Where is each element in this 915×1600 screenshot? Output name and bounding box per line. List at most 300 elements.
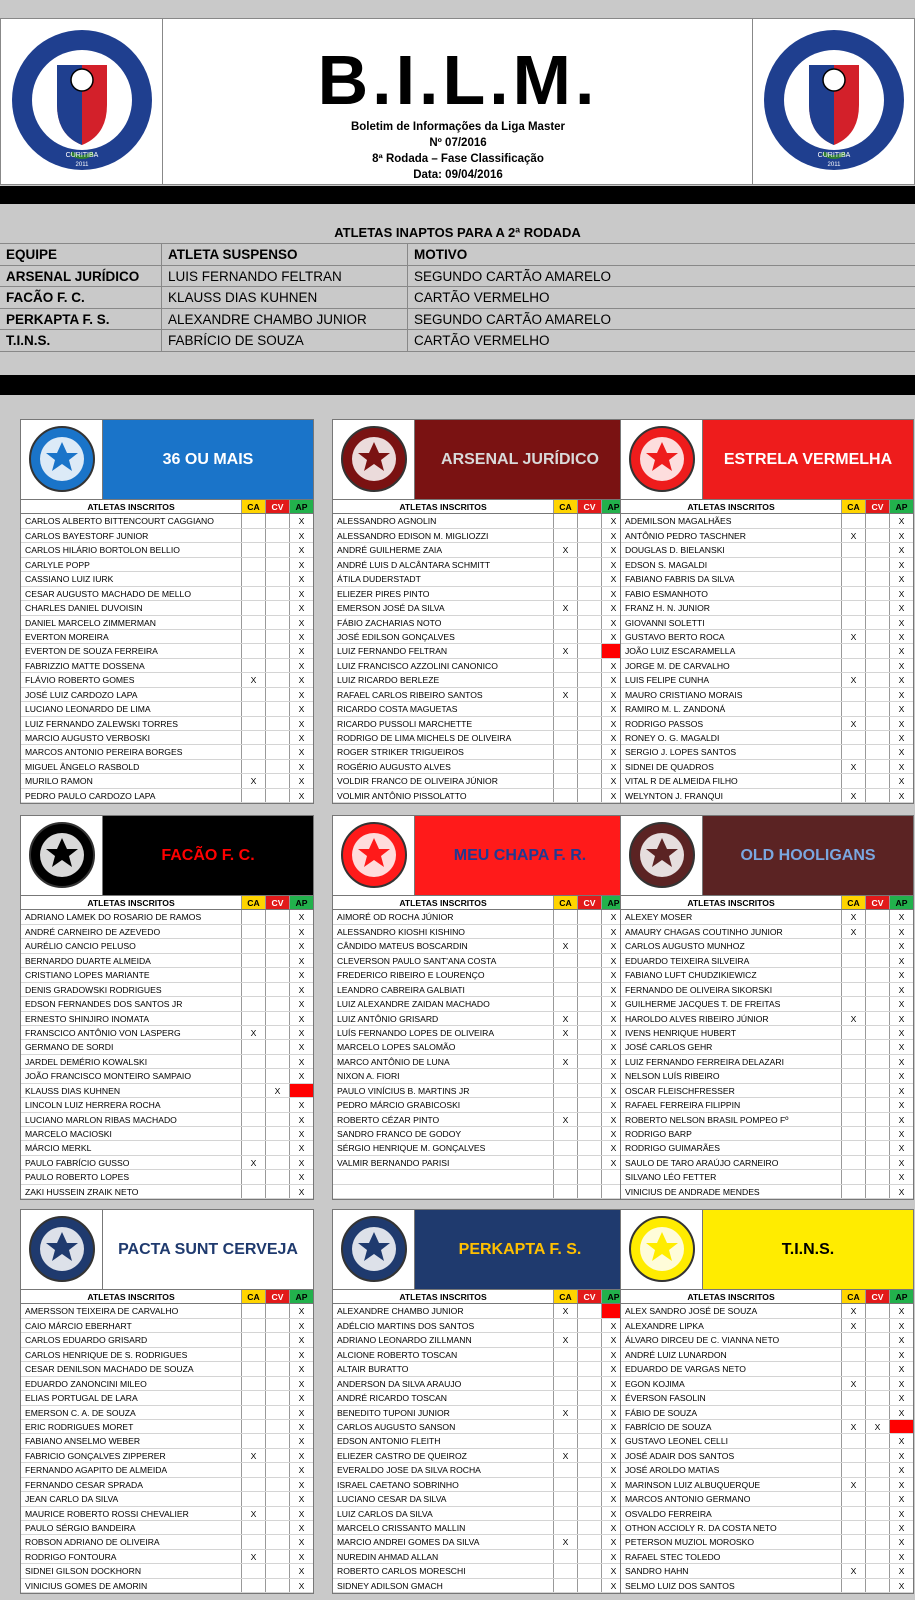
ap-mark: X	[289, 1170, 313, 1183]
black-divider	[0, 186, 915, 204]
cv-mark	[265, 997, 289, 1010]
ca-mark	[841, 1141, 865, 1154]
player-name: CLEVERSON PAULO SANT'ANA COSTA	[337, 955, 497, 966]
team-panel	[332, 815, 626, 1200]
cv-mark	[265, 702, 289, 715]
player-row	[621, 587, 913, 601]
player-row	[621, 1550, 913, 1564]
player-row	[621, 1449, 913, 1463]
cv-mark	[265, 954, 289, 967]
ca-mark	[841, 731, 865, 744]
player-name: CASSIANO LUIZ IURK	[25, 574, 114, 585]
ap-mark: X	[889, 543, 913, 556]
team-panel	[620, 419, 914, 804]
cv-mark	[265, 1406, 289, 1419]
player-row	[21, 1084, 313, 1098]
player-name: SIDNEI DE QUADROS	[625, 761, 714, 772]
inapt-row	[0, 266, 915, 288]
ca-mark: X	[841, 1012, 865, 1025]
ap-mark: X	[889, 1319, 913, 1332]
ap-mark: X	[889, 673, 913, 686]
player-row	[333, 1406, 625, 1420]
cv-mark	[577, 529, 601, 542]
player-row	[333, 1055, 625, 1069]
ap-mark: X	[601, 1026, 625, 1039]
cv-mark	[265, 1449, 289, 1462]
cv-mark	[265, 717, 289, 730]
players-header-row	[333, 500, 625, 514]
player-row	[621, 1127, 913, 1141]
ap-mark: X	[289, 1550, 313, 1563]
cv-mark	[265, 587, 289, 600]
col-players: ATLETAS INSCRITOS	[87, 502, 175, 512]
cv-mark	[865, 1084, 889, 1097]
ap-mark: X	[889, 1507, 913, 1520]
ap-mark: X	[601, 1333, 625, 1346]
ca-mark	[553, 717, 577, 730]
ca-mark	[841, 997, 865, 1010]
player-row	[621, 1535, 913, 1549]
player-name: FABRÍCIO DE SOUZA	[625, 1421, 712, 1432]
ap-mark: X	[889, 731, 913, 744]
cv-mark	[865, 1113, 889, 1126]
player-name: CARLYLE POPP	[25, 559, 90, 570]
player-row	[621, 1507, 913, 1521]
player-row	[621, 774, 913, 788]
player-name: DANIEL MARCELO ZIMMERMAN	[25, 617, 156, 628]
ap-mark: X	[289, 1113, 313, 1126]
players-table	[621, 500, 913, 803]
player-row	[333, 1348, 625, 1362]
ap-mark: X	[289, 1098, 313, 1111]
ap-mark: X	[601, 1420, 625, 1433]
players-header-row	[21, 1290, 313, 1304]
player-row	[333, 572, 625, 586]
col-ca: CA	[241, 500, 265, 513]
ca-mark	[841, 1434, 865, 1447]
cv-mark	[265, 925, 289, 938]
player-row	[333, 1564, 625, 1578]
player-row	[333, 514, 625, 528]
cv-mark	[265, 1507, 289, 1520]
ca-mark	[241, 1055, 265, 1068]
player-row	[21, 1127, 313, 1141]
player-row	[333, 558, 625, 572]
ap-mark: X	[601, 572, 625, 585]
inapt-team: T.I.N.S.	[0, 330, 162, 351]
cv-mark	[865, 1579, 889, 1592]
players-header-row	[333, 1290, 625, 1304]
ap-mark: X	[289, 514, 313, 527]
col-players: ATLETAS INSCRITOS	[87, 898, 175, 908]
player-row	[621, 983, 913, 997]
cv-mark	[265, 572, 289, 585]
player-name: LUIZ ANTÔNIO GRISARD	[337, 1013, 439, 1024]
ca-mark	[841, 688, 865, 701]
player-row	[21, 925, 313, 939]
player-row	[333, 954, 625, 968]
player-name: LUCIANO CESAR DA SILVA	[337, 1494, 447, 1505]
player-name: DOUGLAS D. BIELANSKI	[625, 545, 725, 556]
player-name: LUIZ FERNANDO FERREIRA DELAZARI	[625, 1056, 785, 1067]
ap-mark: X	[289, 939, 313, 952]
ap-mark: X	[601, 1012, 625, 1025]
ca-mark	[841, 1127, 865, 1140]
ap-mark: X	[601, 1348, 625, 1361]
cv-mark	[865, 1492, 889, 1505]
cv-mark	[265, 1170, 289, 1183]
player-row	[21, 1170, 313, 1184]
player-row	[621, 616, 913, 630]
ap-mark: X	[601, 1127, 625, 1140]
player-name: FABIANO FABRIS DA SILVA	[625, 574, 735, 585]
player-name: CRISTIANO LOPES MARIANTE	[25, 970, 150, 981]
player-name: FABIO ESMANHOTO	[625, 588, 708, 599]
player-row	[621, 514, 913, 528]
ap-mark: X	[601, 1391, 625, 1404]
cv-mark	[577, 587, 601, 600]
player-row	[333, 997, 625, 1011]
cv-mark	[265, 1535, 289, 1548]
bulletin-date: Data: 09/04/2016	[413, 169, 503, 181]
cv-mark	[265, 745, 289, 758]
player-row	[621, 601, 913, 615]
cv-mark	[865, 968, 889, 981]
ca-mark: X	[553, 1406, 577, 1419]
player-name: ERNESTO SHINJIRO INOMATA	[25, 1013, 150, 1024]
ap-mark: X	[889, 1535, 913, 1548]
ap-mark: X	[889, 1463, 913, 1476]
ap-mark: X	[889, 688, 913, 701]
ca-mark: X	[841, 673, 865, 686]
player-row	[333, 1463, 625, 1477]
ap-mark: X	[289, 1026, 313, 1039]
ca-mark	[241, 1304, 265, 1317]
ap-mark: X	[889, 702, 913, 715]
player-row	[21, 774, 313, 788]
player-name: PEDRO MÁRCIO GRABICOSKI	[337, 1100, 461, 1111]
ca-mark	[553, 659, 577, 672]
ap-mark	[889, 1420, 913, 1433]
cv-mark	[577, 1579, 601, 1592]
players-table	[621, 896, 913, 1199]
player-row	[621, 1391, 913, 1405]
col-players: ATLETAS INSCRITOS	[399, 1292, 487, 1302]
ca-mark	[241, 1098, 265, 1111]
cv-mark	[265, 1463, 289, 1476]
col-cv: CV	[865, 1290, 889, 1303]
ca-mark	[841, 1579, 865, 1592]
player-name: RAFAEL FERREIRA FILIPPIN	[625, 1100, 741, 1111]
ap-mark: X	[289, 1156, 313, 1169]
ap-mark: X	[601, 1377, 625, 1390]
cv-mark	[265, 1348, 289, 1361]
player-name: RAFAEL STEC TOLEDO	[625, 1551, 721, 1562]
player-row	[333, 1012, 625, 1026]
player-name: LUIZ CARLOS DA SILVA	[337, 1508, 433, 1519]
cv-mark	[577, 1362, 601, 1375]
team-logo	[621, 420, 703, 499]
player-name: ANDRÉ CARNEIRO DE AZEVEDO	[25, 926, 161, 937]
cv-mark	[265, 601, 289, 614]
ap-mark: X	[289, 572, 313, 585]
ca-mark	[241, 601, 265, 614]
ap-mark: X	[889, 910, 913, 923]
cv-mark	[577, 1535, 601, 1548]
player-row	[21, 1026, 313, 1040]
inapt-row	[0, 287, 915, 309]
player-name: MARCELO MACIOSKI	[25, 1129, 112, 1139]
ca-mark	[553, 673, 577, 686]
ca-mark	[841, 1362, 865, 1375]
cv-mark	[577, 601, 601, 614]
team-name: 36 OU MAIS	[103, 420, 313, 499]
ca-mark: X	[241, 1026, 265, 1039]
cv-mark	[265, 1069, 289, 1082]
ap-mark: X	[889, 1391, 913, 1404]
ap-mark: X	[289, 673, 313, 686]
player-row	[621, 745, 913, 759]
team-panel	[20, 815, 314, 1200]
team-header	[333, 816, 625, 896]
player-row	[333, 1521, 625, 1535]
player-row	[21, 630, 313, 644]
player-row	[21, 1564, 313, 1578]
cv-mark	[865, 983, 889, 996]
ca-mark	[553, 983, 577, 996]
ca-mark	[241, 1319, 265, 1332]
player-name: EMERSON JOSÉ DA SILVA	[337, 603, 445, 614]
player-name: RODRIGO GUIMARÃES	[625, 1143, 721, 1154]
cv-mark	[265, 1026, 289, 1039]
cv-mark	[265, 616, 289, 629]
cv-mark	[265, 1098, 289, 1111]
inapt-reason: SEGUNDO CARTÃO AMARELO	[414, 311, 612, 327]
ap-mark: X	[889, 1564, 913, 1577]
title-block	[164, 19, 752, 184]
cv-mark	[265, 543, 289, 556]
player-row	[621, 529, 913, 543]
player-row	[333, 1141, 625, 1155]
player-row	[21, 1463, 313, 1477]
player-row	[333, 1507, 625, 1521]
black-divider	[0, 375, 915, 395]
ca-mark	[841, 1040, 865, 1053]
cv-mark	[577, 1170, 601, 1183]
ap-mark: X	[601, 1579, 625, 1592]
ca-mark	[841, 1507, 865, 1520]
team-header	[21, 420, 313, 500]
cv-mark	[265, 1127, 289, 1140]
player-row	[621, 1304, 913, 1318]
players-header-row	[21, 500, 313, 514]
cv-mark	[265, 688, 289, 701]
cv-mark	[577, 983, 601, 996]
ca-mark	[241, 543, 265, 556]
player-name: PAULO FABRÍCIO GUSSO	[25, 1157, 130, 1168]
player-name: LUIZ FRANCISCO AZZOLINI CANONICO	[337, 660, 498, 671]
ca-mark	[241, 1406, 265, 1419]
ca-mark: X	[841, 1420, 865, 1433]
ap-mark: X	[889, 1098, 913, 1111]
players-header-row	[333, 896, 625, 910]
player-name: MAURICE ROBERTO ROSSI CHEVALIER	[25, 1508, 189, 1519]
cv-mark	[577, 558, 601, 571]
team-panel	[332, 419, 626, 804]
ca-mark	[553, 968, 577, 981]
cv-mark	[577, 1055, 601, 1068]
players-table	[333, 500, 625, 803]
player-row	[21, 601, 313, 615]
player-row	[21, 1420, 313, 1434]
player-row	[333, 1333, 625, 1347]
team-crest-icon	[627, 820, 697, 890]
ap-mark: X	[601, 925, 625, 938]
ap-mark: X	[289, 1055, 313, 1068]
cv-mark	[577, 760, 601, 773]
ap-mark: X	[601, 543, 625, 556]
cv-mark	[265, 1304, 289, 1317]
player-name: JORGE M. DE CARVALHO	[625, 660, 730, 671]
cv-mark	[265, 558, 289, 571]
player-row	[333, 1492, 625, 1506]
ca-mark: X	[841, 760, 865, 773]
player-row	[333, 587, 625, 601]
ap-mark: X	[289, 630, 313, 643]
ap-mark: X	[601, 774, 625, 787]
ap-mark: X	[889, 1579, 913, 1592]
player-name: ANDRÉ LUIZ LUNARDON	[625, 1349, 727, 1360]
player-row	[21, 1478, 313, 1492]
player-name: JARDEL DEMÉRIO KOWALSKI	[25, 1056, 148, 1067]
player-row	[21, 673, 313, 687]
team-crest-icon	[627, 424, 697, 494]
cv-mark	[265, 1333, 289, 1346]
ca-mark	[553, 789, 577, 802]
player-name: ELIAS PORTUGAL DE LARA	[25, 1393, 138, 1404]
inapt-table-title: ATLETAS INAPTOS PARA A 2ª RODADA	[0, 222, 915, 244]
ap-mark: X	[889, 1304, 913, 1317]
ca-mark	[553, 1391, 577, 1404]
ca-mark	[841, 616, 865, 629]
col-cv: CV	[577, 1290, 601, 1303]
player-name: ALESSANDRO KIOSHI KISHINO	[337, 926, 465, 937]
ap-mark: X	[601, 1507, 625, 1520]
ca-mark	[841, 1185, 865, 1198]
cv-mark	[577, 997, 601, 1010]
player-name: ANDRÉ LUIS D ALCÂNTARA SCHMITT	[337, 559, 491, 570]
player-name: ALCIONE ROBERTO TOSCAN	[337, 1349, 458, 1360]
player-name: EVERALDO JOSE DA SILVA ROCHA	[337, 1465, 481, 1476]
col-players: ATLETAS INSCRITOS	[399, 502, 487, 512]
player-row	[333, 601, 625, 615]
cv-mark	[865, 644, 889, 657]
player-name: EDUARDO TEIXEIRA SILVEIRA	[625, 955, 750, 966]
cv-mark	[865, 954, 889, 967]
player-row	[333, 1377, 625, 1391]
ca-mark	[553, 1463, 577, 1476]
cv-mark	[265, 630, 289, 643]
player-name: NIXON A. FIORI	[337, 1071, 400, 1082]
ap-mark: X	[889, 572, 913, 585]
ca-mark	[553, 774, 577, 787]
player-row	[621, 1377, 913, 1391]
bulletin-title: B.I.L.M.	[317, 41, 599, 119]
ap-mark: X	[289, 1463, 313, 1476]
ca-mark: X	[553, 1012, 577, 1025]
ca-mark	[841, 659, 865, 672]
ap-mark: X	[889, 1040, 913, 1053]
cv-mark	[265, 789, 289, 802]
team-logo	[333, 816, 415, 895]
ap-mark: X	[289, 925, 313, 938]
cv-mark	[865, 587, 889, 600]
ap-mark: X	[289, 1040, 313, 1053]
player-name: ISRAEL CAETANO SOBRINHO	[337, 1479, 459, 1490]
ca-mark	[241, 1478, 265, 1491]
player-row	[21, 514, 313, 528]
player-name: FABIANO ANSELMO WEBER	[25, 1436, 141, 1447]
ap-mark: X	[289, 731, 313, 744]
cv-mark	[577, 1185, 601, 1198]
player-row	[21, 1434, 313, 1448]
ap-mark: X	[289, 1012, 313, 1025]
player-name: EGON KOJIMA	[625, 1378, 685, 1389]
team-panel	[620, 1209, 914, 1594]
ca-mark	[553, 1507, 577, 1520]
player-row	[21, 1492, 313, 1506]
col-players: ATLETAS INSCRITOS	[687, 502, 775, 512]
col-ca: CA	[553, 896, 577, 909]
player-name: MARCIO AUGUSTO VERBOSKI	[25, 733, 150, 743]
player-row	[621, 1434, 913, 1448]
player-name: JOSÉ EDILSON GONÇALVES	[337, 631, 455, 642]
inapt-reason: SEGUNDO CARTÃO AMARELO	[414, 268, 612, 284]
ap-mark: X	[289, 1362, 313, 1375]
player-name: FERNANDO CESAR SPRADA	[25, 1479, 143, 1490]
player-name: ELIEZER CASTRO DE QUEIROZ	[337, 1450, 467, 1461]
ca-mark	[553, 630, 577, 643]
ca-mark	[241, 558, 265, 571]
cv-mark	[577, 717, 601, 730]
team-name: OLD HOOLIGANS	[703, 816, 913, 895]
player-row	[333, 774, 625, 788]
cv-mark	[865, 1521, 889, 1534]
ap-mark: X	[289, 1521, 313, 1534]
player-name: LUIZ FERNANDO ZALEWSKI TORRES	[25, 718, 178, 729]
ap-mark: X	[601, 1113, 625, 1126]
player-row	[21, 1348, 313, 1362]
player-row	[21, 558, 313, 572]
ap-mark: X	[889, 968, 913, 981]
player-name: ALEX SANDRO JOSÉ DE SOUZA	[625, 1306, 758, 1317]
ca-mark: X	[553, 939, 577, 952]
player-name: JOSÉ CARLOS GEHR	[625, 1042, 713, 1053]
team-header	[21, 816, 313, 896]
ca-mark: X	[553, 601, 577, 614]
ca-mark	[241, 529, 265, 542]
ca-mark	[553, 1040, 577, 1053]
ca-mark	[553, 616, 577, 629]
cv-mark	[265, 1185, 289, 1198]
cv-mark	[865, 910, 889, 923]
player-row	[621, 789, 913, 803]
ca-mark: X	[841, 789, 865, 802]
ca-mark	[553, 1084, 577, 1097]
cv-mark	[577, 1040, 601, 1053]
col-ap: AP	[601, 896, 625, 909]
svg-text:2011: 2011	[75, 162, 89, 168]
